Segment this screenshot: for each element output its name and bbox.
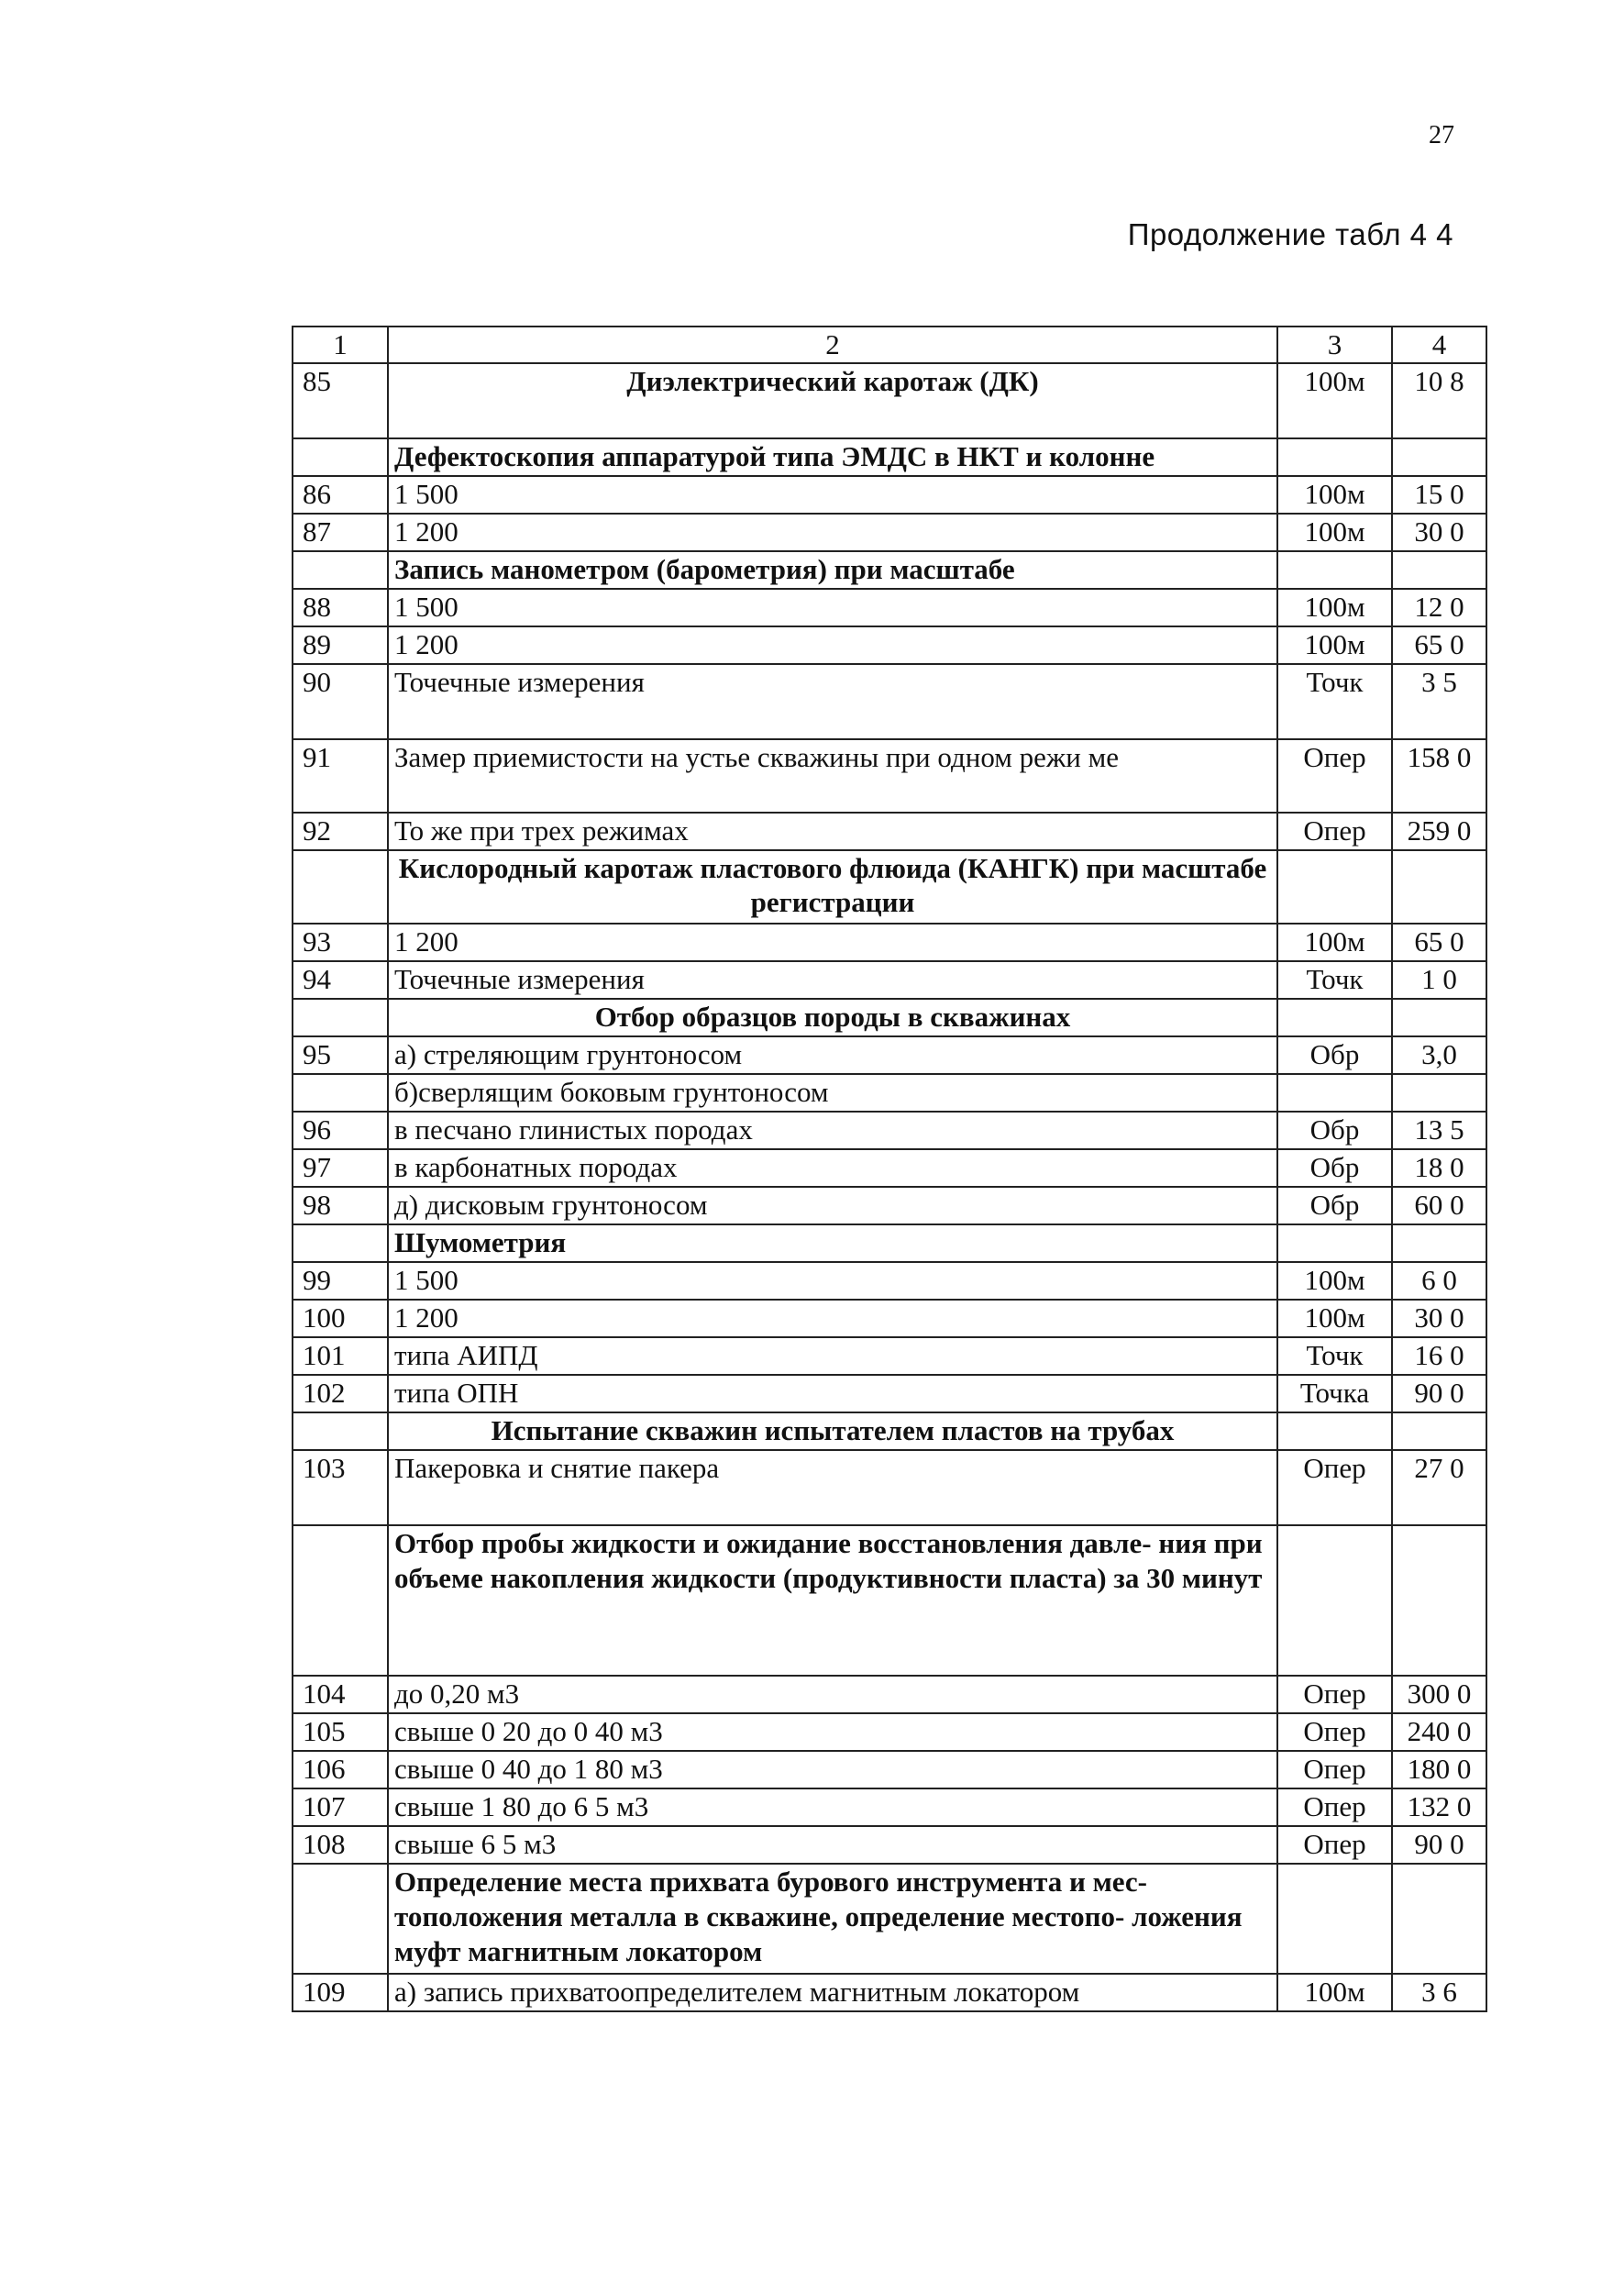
row-value: 3,0: [1392, 1036, 1486, 1074]
row-unit: Опер: [1277, 1751, 1392, 1788]
row-unit: 100м: [1277, 363, 1392, 438]
row-description: Пакеровка и снятие пакера: [388, 1450, 1277, 1525]
header-cell: 1: [293, 327, 388, 363]
row-number: [293, 551, 388, 589]
row-description: а) стреляющим грунтоносом: [388, 1036, 1277, 1074]
table-row: [293, 1187, 1486, 1224]
row-number: 98: [293, 1187, 388, 1224]
row-description: свыше 6 5 м3: [388, 1826, 1277, 1864]
row-number: 101: [293, 1337, 388, 1375]
row-value: [1392, 1412, 1486, 1450]
row-unit: 100м: [1277, 1974, 1392, 2011]
table-caption: Продолжение табл 4 4: [1127, 217, 1453, 251]
table-row: [293, 1074, 1486, 1112]
row-number: 93: [293, 924, 388, 961]
row-description: Кислородный каротаж пластового флюида (КАНГК) при масштабе регистрации: [388, 850, 1277, 924]
row-value: 60 0: [1392, 1187, 1486, 1224]
row-value: 30 0: [1392, 1300, 1486, 1337]
row-value: 300 0: [1392, 1676, 1486, 1713]
row-number: 107: [293, 1788, 388, 1826]
row-unit: Обр: [1277, 1187, 1392, 1224]
table-row: [293, 1300, 1486, 1337]
row-description: Дефектоскопия аппаратурой типа ЭМДС в НКТ и колонне: [388, 438, 1277, 476]
row-value: [1392, 999, 1486, 1036]
row-number: [293, 999, 388, 1036]
row-description: 1 500: [388, 589, 1277, 626]
row-description: 1 200: [388, 924, 1277, 961]
row-unit: [1277, 850, 1392, 924]
row-description: 1 500: [388, 1262, 1277, 1300]
page-number: 27: [1429, 121, 1454, 149]
row-value: 6 0: [1392, 1262, 1486, 1300]
row-description: Запись манометром (барометрия) при масштабе: [388, 551, 1277, 589]
table-row: [293, 1751, 1486, 1788]
row-unit: [1277, 1224, 1392, 1262]
table-row: [293, 1112, 1486, 1149]
row-unit: [1277, 438, 1392, 476]
row-value: 16 0: [1392, 1337, 1486, 1375]
row-description: а) запись прихватоопределителем магнитным локатором: [388, 1974, 1277, 2011]
table-row: [293, 961, 1486, 999]
table-row: [293, 1224, 1486, 1262]
row-unit: [1277, 999, 1392, 1036]
row-value: [1392, 1074, 1486, 1112]
row-unit: Обр: [1277, 1149, 1392, 1187]
row-description: б)сверлящим боковым грунтоносом: [388, 1074, 1277, 1112]
row-unit: [1277, 551, 1392, 589]
table-header-row: [293, 327, 1486, 363]
row-value: [1392, 551, 1486, 589]
row-unit: Опер: [1277, 813, 1392, 850]
row-unit: [1277, 1864, 1392, 1974]
row-number: [293, 1864, 388, 1974]
row-value: 12 0: [1392, 589, 1486, 626]
row-description: Испытание скважин испытателем пластов на трубах: [388, 1412, 1277, 1450]
table-row: [293, 1337, 1486, 1375]
row-value: 132 0: [1392, 1788, 1486, 1826]
row-number: 91: [293, 739, 388, 813]
row-description: Точечные измерения: [388, 961, 1277, 999]
table-row: [293, 1525, 1486, 1676]
row-description: типа ОПН: [388, 1375, 1277, 1412]
row-number: [293, 850, 388, 924]
row-unit: Точка: [1277, 1375, 1392, 1412]
row-value: 3 5: [1392, 664, 1486, 739]
row-number: 99: [293, 1262, 388, 1300]
row-value: 10 8: [1392, 363, 1486, 438]
table-row: [293, 1375, 1486, 1412]
row-value: [1392, 1864, 1486, 1974]
row-description: свыше 0 40 до 1 80 м3: [388, 1751, 1277, 1788]
row-unit: Опер: [1277, 1676, 1392, 1713]
row-value: 240 0: [1392, 1713, 1486, 1751]
table-row: [293, 813, 1486, 850]
row-value: [1392, 850, 1486, 924]
row-description: в песчано глинистых породах: [388, 1112, 1277, 1149]
table-row: [293, 999, 1486, 1036]
row-unit: 100м: [1277, 476, 1392, 514]
row-description: Точечные измерения: [388, 664, 1277, 739]
row-number: 95: [293, 1036, 388, 1074]
row-unit: 100м: [1277, 626, 1392, 664]
row-description: свыше 0 20 до 0 40 м3: [388, 1713, 1277, 1751]
row-number: 96: [293, 1112, 388, 1149]
header-cell: 3: [1277, 327, 1392, 363]
row-description: типа АИПД: [388, 1337, 1277, 1375]
row-number: 97: [293, 1149, 388, 1187]
row-value: 65 0: [1392, 924, 1486, 961]
table-row: [293, 1676, 1486, 1713]
row-unit: 100м: [1277, 1300, 1392, 1337]
row-value: 3 6: [1392, 1974, 1486, 2011]
row-value: 1 0: [1392, 961, 1486, 999]
row-description: 1 200: [388, 1300, 1277, 1337]
row-unit: Опер: [1277, 1826, 1392, 1864]
row-unit: 100м: [1277, 589, 1392, 626]
row-value: 15 0: [1392, 476, 1486, 514]
row-value: 90 0: [1392, 1375, 1486, 1412]
header-cell: 2: [388, 327, 1277, 363]
row-number: 90: [293, 664, 388, 739]
table-row: [293, 1864, 1486, 1974]
row-description: То же при трех режимах: [388, 813, 1277, 850]
table-row: [293, 664, 1486, 739]
row-description: свыше 1 80 до 6 5 м3: [388, 1788, 1277, 1826]
row-unit: Обр: [1277, 1036, 1392, 1074]
row-number: 86: [293, 476, 388, 514]
row-number: [293, 438, 388, 476]
row-number: 92: [293, 813, 388, 850]
header-cell: 4: [1392, 327, 1486, 363]
table-row: [293, 551, 1486, 589]
row-unit: Опер: [1277, 739, 1392, 813]
row-description: в карбонатных породах: [388, 1149, 1277, 1187]
row-value: [1392, 438, 1486, 476]
row-unit: Опер: [1277, 1788, 1392, 1826]
table-row: [293, 1826, 1486, 1864]
row-value: [1392, 1525, 1486, 1676]
row-number: [293, 1074, 388, 1112]
table-row: [293, 1149, 1486, 1187]
table-row: [293, 476, 1486, 514]
table-row: [293, 589, 1486, 626]
row-description: до 0,20 м3: [388, 1676, 1277, 1713]
row-number: 87: [293, 514, 388, 551]
table-row: [293, 363, 1486, 438]
row-unit: [1277, 1412, 1392, 1450]
table-row: [293, 1713, 1486, 1751]
table-row: [293, 739, 1486, 813]
row-description: 1 500: [388, 476, 1277, 514]
row-number: [293, 1224, 388, 1262]
row-value: 65 0: [1392, 626, 1486, 664]
row-value: 180 0: [1392, 1751, 1486, 1788]
row-number: 104: [293, 1676, 388, 1713]
row-unit: Обр: [1277, 1112, 1392, 1149]
row-number: 106: [293, 1751, 388, 1788]
row-number: [293, 1412, 388, 1450]
row-number: 88: [293, 589, 388, 626]
row-unit: 100м: [1277, 1262, 1392, 1300]
row-description: Диэлектрический каротаж (ДК): [388, 363, 1277, 438]
table-row: [293, 924, 1486, 961]
row-unit: Точк: [1277, 664, 1392, 739]
row-value: 90 0: [1392, 1826, 1486, 1864]
row-description: 1 200: [388, 626, 1277, 664]
table-row: [293, 626, 1486, 664]
row-number: 108: [293, 1826, 388, 1864]
row-description: Отбор образцов породы в скважинах: [388, 999, 1277, 1036]
row-value: [1392, 1224, 1486, 1262]
row-unit: [1277, 1525, 1392, 1676]
table-row: [293, 850, 1486, 924]
row-description: 1 200: [388, 514, 1277, 551]
row-description: Замер приемистости на устье скважины при одном режи ме: [388, 739, 1277, 813]
row-number: 85: [293, 363, 388, 438]
table-row: [293, 1788, 1486, 1826]
row-value: 18 0: [1392, 1149, 1486, 1187]
row-unit: 100м: [1277, 514, 1392, 551]
row-number: 100: [293, 1300, 388, 1337]
row-description: Шумометрия: [388, 1224, 1277, 1262]
table-row: [293, 1974, 1486, 2011]
row-value: 13 5: [1392, 1112, 1486, 1149]
table-row: [293, 1450, 1486, 1525]
row-number: 103: [293, 1450, 388, 1525]
row-number: 94: [293, 961, 388, 999]
row-value: 259 0: [1392, 813, 1486, 850]
table-row: [293, 1412, 1486, 1450]
row-unit: Точк: [1277, 1337, 1392, 1375]
row-unit: 100м: [1277, 924, 1392, 961]
table-row: [293, 1262, 1486, 1300]
row-unit: Точк: [1277, 961, 1392, 999]
row-unit: Опер: [1277, 1713, 1392, 1751]
table-row: [293, 438, 1486, 476]
row-description: Определение места прихвата бурового инструмента и мес- тоположения металла в скважине, определение местопо- ложения муфт магнитным локатором: [388, 1864, 1277, 1974]
row-number: 105: [293, 1713, 388, 1751]
rates-table: [292, 326, 1487, 2012]
row-value: 27 0: [1392, 1450, 1486, 1525]
row-description: д) дисковым грунтоносом: [388, 1187, 1277, 1224]
row-description: Отбор пробы жидкости и ожидание восстановления давле- ния при объеме накопления жидкости (продуктивности пласта) за 30 минут: [388, 1525, 1277, 1676]
table-row: [293, 1036, 1486, 1074]
row-value: 30 0: [1392, 514, 1486, 551]
row-unit: Опер: [1277, 1450, 1392, 1525]
row-value: 158 0: [1392, 739, 1486, 813]
table-row: [293, 514, 1486, 551]
row-number: 109: [293, 1974, 388, 2011]
row-unit: [1277, 1074, 1392, 1112]
row-number: [293, 1525, 388, 1676]
row-number: 89: [293, 626, 388, 664]
row-number: 102: [293, 1375, 388, 1412]
